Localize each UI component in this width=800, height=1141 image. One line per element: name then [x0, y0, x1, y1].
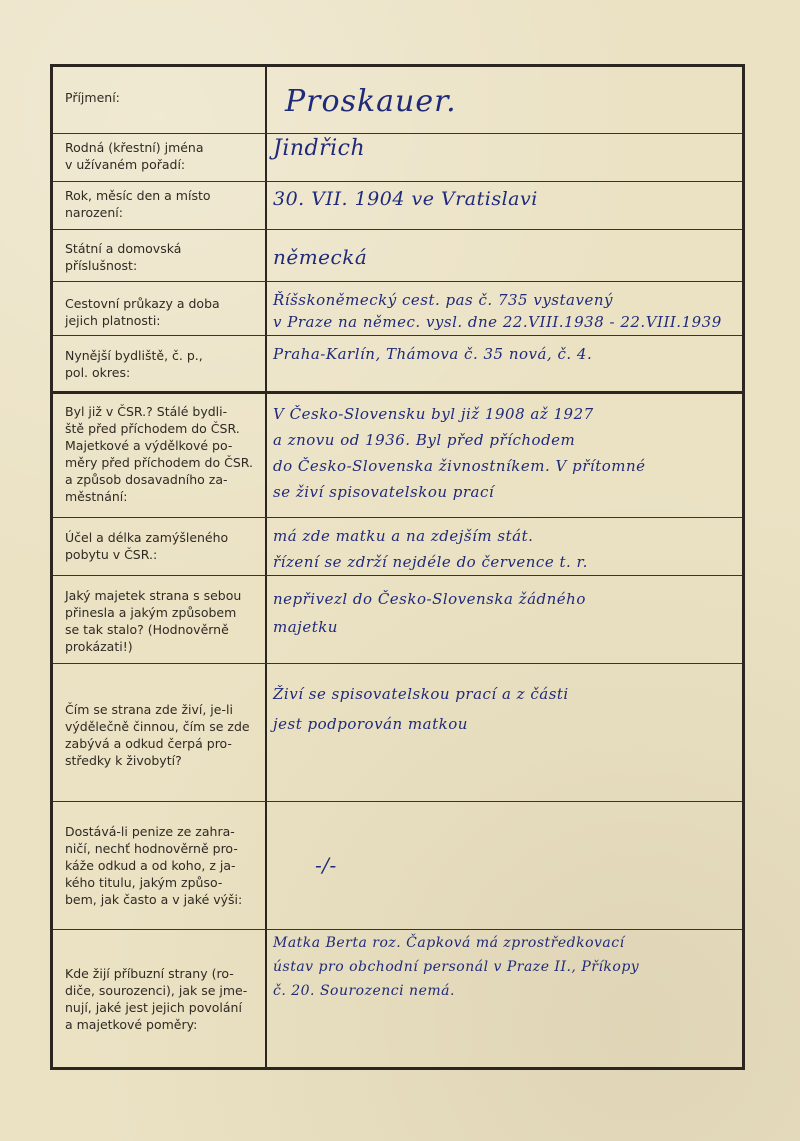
label-foreign-money: Dostává-li penize ze zahra- ničí, nechť hodnověrně pro- káže odkud a od koho, z ja- kého titulu, jakým způso- bem, jak často a v jaké výši: [65, 824, 243, 907]
label-given-names: Rodná (křestní) jména v užívaném pořadí: [65, 140, 204, 172]
label-citizenship: Státní a domovská příslušnost: [65, 241, 182, 273]
value-foreign-money: -/- [315, 853, 337, 877]
value-surname: Proskauer. [285, 84, 457, 119]
label-property: Jaký majetek strana s sebou přinesla a jakým způsobem se tak stalo? (Hodnověrně prokázati!) [65, 588, 242, 654]
value-relatives: Matka Berta roz. Čapková má zprostředkovací ústav pro obchodní personál v Praze II., Příkopy č. 20. Sourozenci nemá. [273, 935, 640, 999]
label-passports: Cestovní průkazy a doba jejich platnosti: [65, 296, 220, 328]
label-residence: Nynější bydliště, č. p., pol. okres: [65, 348, 203, 380]
section-divider [53, 391, 742, 394]
row-divider [53, 663, 742, 664]
value-livelihood: Živí se spisovatelskou prací a z části jest podporován matkou [273, 685, 569, 733]
value-citizenship: německá [273, 245, 368, 269]
label-relatives: Kde žijí příbuzní strany (ro- diče, sourozenci), jak se jme- nují, jaké jest jejich povolání a majetkové poměry: [65, 966, 248, 1032]
registration-form-table [50, 64, 745, 1070]
value-property: nepřivezl do Česko-Slovenska žádného majetku [273, 590, 586, 636]
column-divider [265, 67, 267, 1067]
label-livelihood: Čím se strana zde živí, je-li výdělečně činnou, čím se zde zabývá a odkud čerpá pro- středky k živobytí? [65, 702, 250, 768]
value-residence: Praha-Karlín, Thámova č. 35 nová, č. 4. [273, 345, 593, 363]
label-surname: Příjmení: [65, 90, 120, 105]
row-divider [53, 575, 742, 576]
label-previous-stay: Byl již v ČSR.? Stálé bydli- ště před příchodem do ČSR. Majetkové a výdělkové po- měry před příchodem do ČSR. a způsob dosavadního za- městnání: [65, 404, 253, 504]
row-divider [53, 929, 742, 930]
value-birth: 30. VII. 1904 ve Vratislavi [273, 188, 538, 210]
label-birth: Rok, měsíc den a místo narození: [65, 188, 211, 220]
label-purpose-of-stay: Účel a délka zamýšleného pobytu v ČSR.: [65, 530, 229, 562]
value-given-names: Jindřich [273, 136, 366, 161]
row-divider [53, 133, 742, 134]
row-divider [53, 281, 742, 282]
value-passports: Říšskoněmecký cest. pas č. 735 vystavený v Praze na němec. vysl. dne 22.VIII.1938 - 22.VIII.1939 [273, 291, 722, 331]
row-divider [53, 335, 742, 336]
row-divider [53, 517, 742, 518]
value-purpose-of-stay: má zde matku a na zdejším stát. řízení se zdrží nejdéle do července t. r. [273, 527, 588, 571]
value-previous-stay: V Česko-Slovensku byl již 1908 až 1927 a znovu od 1936. Byl před příchodem do Česko-Slovenska živnostníkem. V přítomné se živí spisovatelskou prací [273, 405, 646, 501]
row-divider [53, 801, 742, 802]
row-divider [53, 229, 742, 230]
row-divider [53, 181, 742, 182]
